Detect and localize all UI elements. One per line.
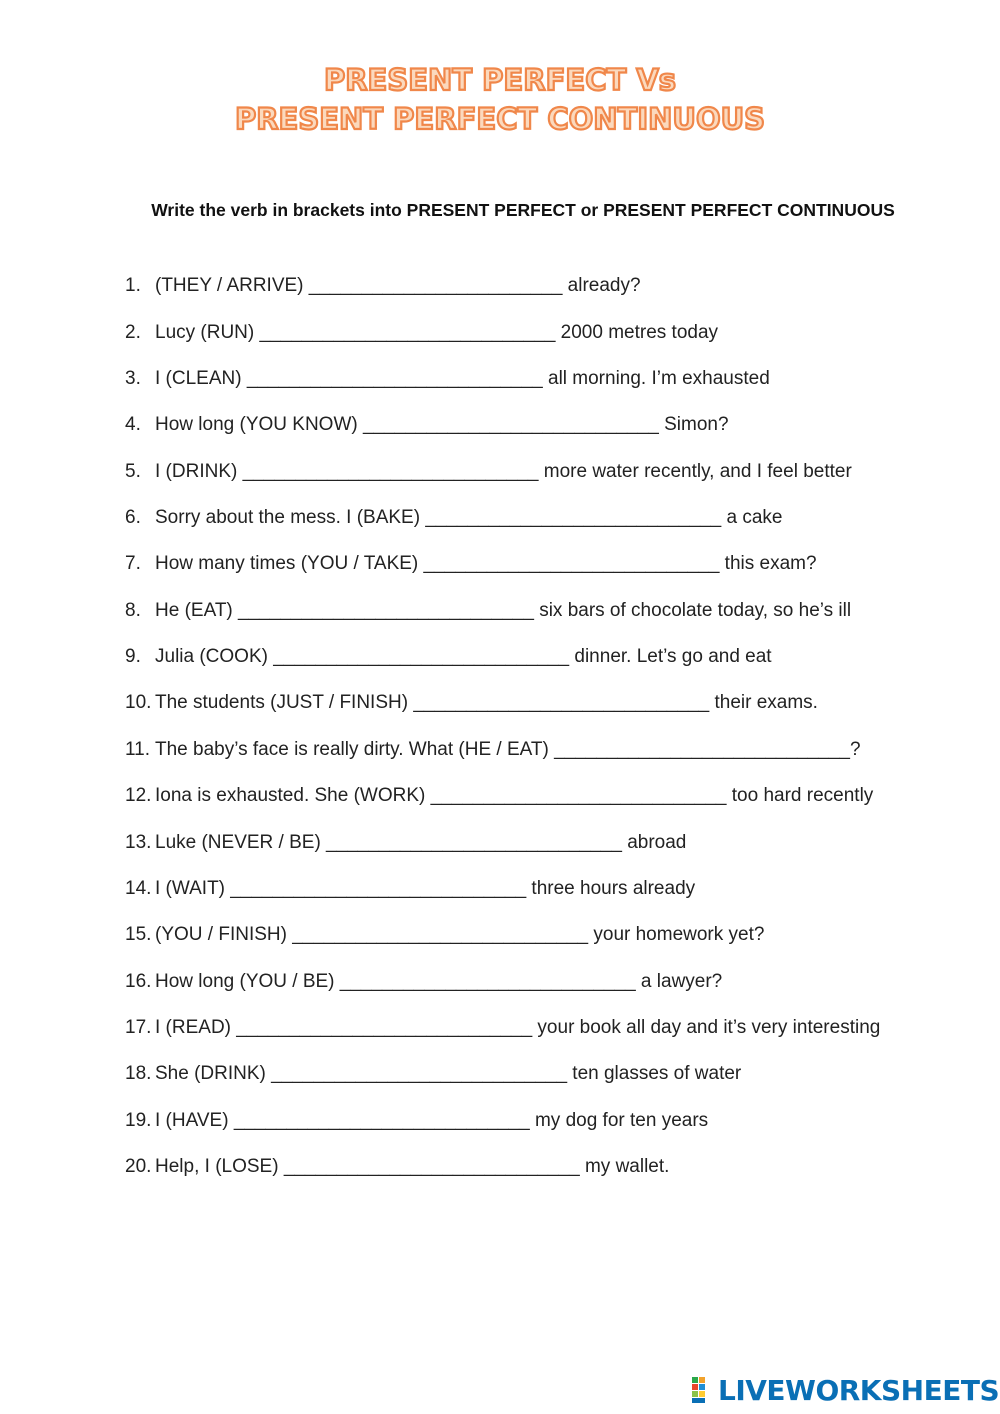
exercise-item	[125, 829, 686, 857]
item-number: 10.	[125, 692, 152, 713]
item-text: (YOU / FINISH) ____________________________ your homework yet?	[155, 924, 765, 945]
exercise-item	[125, 782, 873, 810]
item-number: 19.	[125, 1110, 152, 1131]
item-text: Help, I (LOSE) ____________________________ my wallet.	[155, 1156, 670, 1177]
exercise-item	[125, 1107, 708, 1135]
exercise-item	[125, 319, 718, 347]
item-text: How long (YOU KNOW) ____________________________ Simon?	[155, 414, 729, 435]
item-number: 3.	[125, 368, 141, 389]
item-number: 6.	[125, 507, 141, 528]
item-text: (THEY / ARRIVE) ________________________ already?	[155, 275, 641, 296]
exercise-item	[125, 1014, 880, 1042]
exercise-item	[125, 365, 770, 393]
item-number: 1.	[125, 275, 141, 296]
item-number: 7.	[125, 553, 141, 574]
item-text: The baby’s face is really dirty. What (HE / EAT) ____________________________?	[155, 739, 861, 760]
item-text: I (HAVE) ____________________________ my dog for ten years	[155, 1110, 709, 1131]
liveworksheets-logo-icon	[692, 1375, 714, 1405]
item-number: 9.	[125, 646, 141, 667]
item-number: 11.	[125, 739, 151, 760]
liveworksheets-logo	[692, 1373, 999, 1407]
item-text: How many times (YOU / TAKE) ____________________________ this exam?	[155, 553, 817, 574]
item-text: I (CLEAN) ____________________________ all morning. I’m exhausted	[155, 368, 770, 389]
item-number: 18.	[125, 1063, 152, 1084]
item-number: 12.	[125, 785, 152, 806]
exercise-item	[125, 504, 782, 532]
item-text: I (READ) ____________________________ your book all day and it’s very interesting	[155, 1017, 881, 1038]
item-number: 5.	[125, 461, 141, 482]
item-number: 15.	[125, 924, 152, 945]
exercise-item	[125, 1060, 741, 1088]
item-text: He (EAT) ____________________________ six bars of chocolate today, so he’s ill	[155, 600, 852, 621]
item-text: How long (YOU / BE) ____________________________ a lawyer?	[155, 971, 723, 992]
exercise-item	[125, 968, 722, 996]
item-text: Lucy (RUN) ____________________________ 2000 metres today	[155, 322, 719, 343]
item-text: I (DRINK) ____________________________ more water recently, and I feel better	[155, 461, 852, 482]
item-number: 17.	[125, 1017, 152, 1038]
exercise-item	[125, 689, 818, 717]
exercise-item	[125, 458, 852, 486]
item-number: 20.	[125, 1156, 152, 1177]
item-text: I (WAIT) ____________________________ three hours already	[155, 878, 696, 899]
liveworksheets-logo-text: LIVEWORKSHEETS	[718, 1373, 1000, 1407]
item-number: 4.	[125, 414, 141, 435]
item-number: 2.	[125, 322, 141, 343]
item-text: Luke (NEVER / BE) ____________________________ abroad	[155, 832, 687, 853]
exercise-item	[125, 643, 772, 671]
item-text: Julia (COOK) ____________________________ dinner. Let’s go and eat	[155, 646, 772, 667]
item-number: 13.	[125, 832, 152, 853]
worksheet-title-line-1: PRESENT PERFECT Vs	[323, 63, 677, 97]
exercise-item	[125, 272, 641, 300]
exercise-item	[125, 921, 764, 949]
item-number: 8.	[125, 600, 141, 621]
item-text: The students (JUST / FINISH) ____________________________ their exams.	[155, 692, 818, 713]
exercise-item	[125, 597, 851, 625]
item-text: Sorry about the mess. I (BAKE) ____________________________ a cake	[155, 507, 783, 528]
item-text: She (DRINK) ____________________________ ten glasses of water	[155, 1063, 742, 1084]
exercise-item	[125, 1153, 669, 1181]
item-number: 14.	[125, 878, 152, 899]
exercise-item	[125, 736, 861, 764]
exercise-item	[125, 875, 695, 903]
item-text: Iona is exhausted. She (WORK) ____________________________ too hard recently	[155, 785, 874, 806]
item-number: 16.	[125, 971, 152, 992]
worksheet-title-line-2: PRESENT PERFECT CONTINUOUS	[234, 102, 766, 136]
exercise-item	[125, 411, 729, 439]
exercise-item	[125, 550, 817, 578]
instruction-text: Write the verb in brackets into PRESENT PERFECT or PRESENT PERFECT CONTINUOUS	[151, 200, 895, 220]
